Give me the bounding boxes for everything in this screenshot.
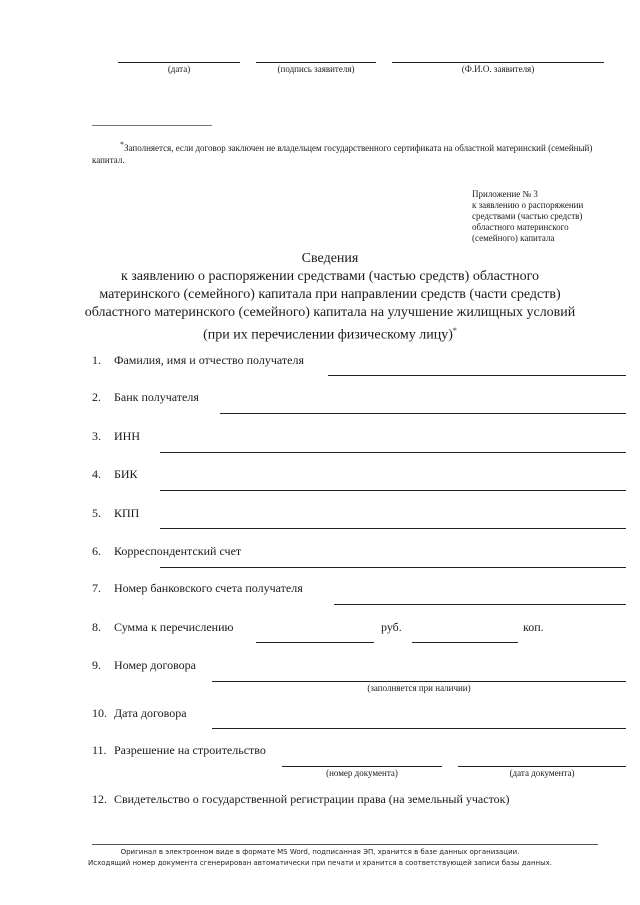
permit-date-caption: (дата документа): [509, 768, 575, 778]
annex-block: [472, 189, 622, 244]
item-label: ИНН: [114, 429, 140, 443]
item-correspondent-account: 6. Корреспондентский счет: [92, 544, 242, 558]
item-label: Свидетельство о государственной регистрации права (на земельный участок): [114, 792, 510, 806]
annex-line-3: средствами (частью средств): [472, 211, 583, 221]
annex-line-5: (семейного) капитала: [472, 233, 555, 243]
title-line-3: областного материнского (семейного) капитала на улучшение жилищных условий: [84, 305, 576, 320]
applicant-name-caption: (Ф.И.О. заявителя): [461, 64, 535, 74]
bank-account-number-field[interactable]: [334, 604, 626, 605]
annex-line-2: к заявлению о распоряжении: [472, 200, 584, 210]
footer-line-2: Исходящий номер документа сгенерирован автоматически при печати и хранится в соответствующей записи базы данных.: [88, 859, 552, 867]
item-label: Номер банковского счета получателя: [114, 581, 303, 595]
recipient-name-field[interactable]: [328, 375, 626, 376]
correspondent-account-field[interactable]: [160, 567, 626, 568]
item-building-permit: 11. Разрешение на строительство: [92, 743, 266, 757]
item-label: Банк получателя: [114, 390, 199, 404]
item-recipient-name: 1. Фамилия, имя и отчество получателя: [92, 353, 304, 367]
footer-line-1: Оригинал в электронном виде в формате MS Word, подписанная ЭП, хранится в базе данных организации.: [120, 848, 520, 856]
title-footnote-marker: *: [452, 326, 457, 335]
annex-line-1: Приложение № 3: [472, 189, 538, 199]
document-title: [80, 250, 580, 345]
recipient-bank-field[interactable]: [220, 413, 626, 414]
applicant-name-line[interactable]: [392, 62, 604, 63]
signature-line[interactable]: [256, 62, 376, 63]
item-label: БИК: [114, 467, 138, 481]
bik-field[interactable]: [160, 490, 626, 491]
item-contract-number: 9. Номер договора: [92, 658, 196, 672]
footnote-marker: *: [120, 140, 124, 149]
contract-number-caption: (заполняется при наличии): [367, 683, 471, 693]
item-label: Фамилия, имя и отчество получателя: [114, 353, 304, 367]
permit-date-field[interactable]: [458, 766, 626, 767]
item-registration-certificate: 12. Свидетельство о государственной регистрации права (на земельный участок): [92, 792, 510, 806]
item-contract-date: 10. Дата договора: [92, 706, 187, 720]
amount-kop-field[interactable]: [412, 642, 518, 643]
item-bank-account-number: 7. Номер банковского счета получателя: [92, 581, 303, 595]
date-caption: (дата): [167, 64, 191, 74]
kop-unit: коп.: [523, 620, 544, 634]
title-line-2: материнского (семейного) капитала при направлении средств (части средств): [99, 287, 561, 302]
date-line[interactable]: [118, 62, 240, 63]
footnote-separator: [92, 125, 212, 126]
item-kpp: 5. КПП: [92, 506, 140, 520]
item-label: Дата договора: [114, 706, 187, 720]
item-label: Корреспондентский счет: [114, 544, 242, 558]
item-label: Сумма к перечислению: [114, 620, 234, 634]
footnote: [92, 139, 598, 166]
inn-field[interactable]: [160, 452, 626, 453]
title-line-4: (при их перечислении физическому лицу)*: [203, 326, 457, 343]
footnote-text: Заполняется, если договор заключен не владельцем государственного сертификата на областной материнский (семейный) капитал.: [92, 143, 593, 165]
item-inn: 3. ИНН: [92, 429, 140, 443]
permit-number-caption: (номер документа): [326, 768, 398, 778]
rub-unit: руб.: [381, 620, 402, 634]
contract-date-field[interactable]: [212, 728, 626, 729]
signature-caption: (подпись заявителя): [277, 64, 355, 74]
annex-line-4: областного материнского: [472, 222, 569, 232]
title-line-1: к заявлению о распоряжении средствами (частью средств) областного: [120, 269, 540, 284]
item-label: Номер договора: [114, 658, 196, 672]
item-bik: 4. БИК: [92, 467, 138, 481]
title-heading: Сведения: [301, 251, 359, 266]
footer-separator: [92, 844, 598, 845]
contract-number-field[interactable]: [212, 681, 626, 682]
kpp-field[interactable]: [160, 528, 626, 529]
item-recipient-bank: 2. Банк получателя: [92, 390, 199, 404]
item-label: КПП: [114, 506, 140, 520]
permit-number-field[interactable]: [282, 766, 442, 767]
item-label: Разрешение на строительство: [114, 743, 266, 757]
item-transfer-amount: 8. Сумма к перечислению: [92, 620, 234, 634]
amount-rub-field[interactable]: [256, 642, 374, 643]
